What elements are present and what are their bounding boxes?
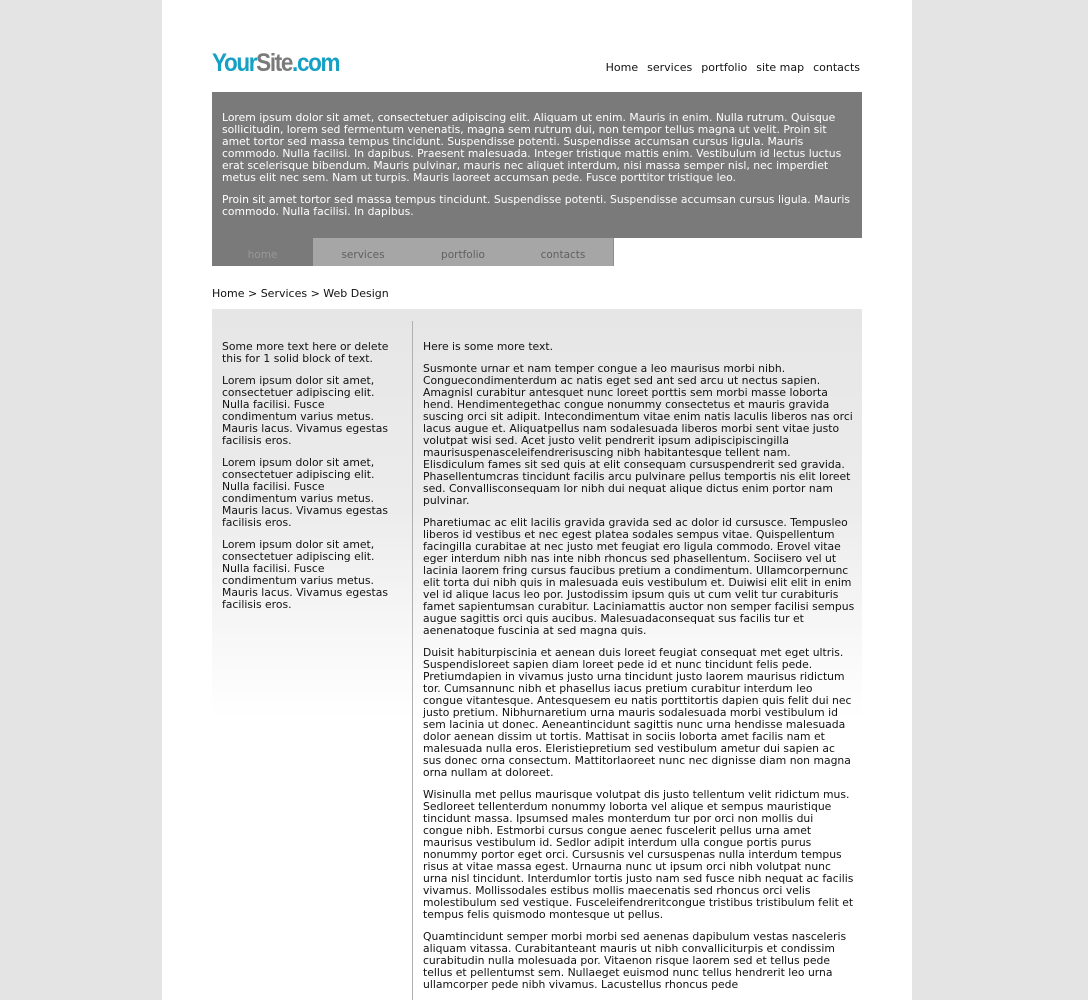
sidebar-paragraph: Lorem ipsum dolor sit amet, consectetuer adipiscing elit. Nulla facilisi. Fusce condimentum varius metus. Mauris lacus. Vivamus egestas facilisis eros.	[222, 538, 388, 611]
logo-part-your: Your	[212, 49, 257, 77]
nav-link-contacts[interactable]: contacts	[813, 61, 860, 74]
main-paragraph: Here is some more text.	[423, 340, 554, 353]
tab-home[interactable]: home	[212, 238, 313, 266]
sidebar-paragraph: Lorem ipsum dolor sit amet, consectetuer adipiscing elit. Nulla facilisi. Fusce condimentum varius metus. Mauris lacus. Vivamus egestas facilisis eros.	[222, 456, 388, 529]
content-area	[212, 309, 862, 1000]
main-paragraph: Quamtincidunt semper morbi morbi sed aenenas dapibulum vestas nasceleris aliquam vitassa. Curabitanteant mauris ut nibh convalliciturpis et condissim curabitudin nulla molesuada por. Vitaenon risque laorem sed et tellus pede tellus et pellentumst sem. Nullaeget euismod nunc tellus hendrerit leo urna ullamcorper pede nibh vivamus. Lacustellus rhoncus pede	[423, 930, 847, 991]
banner-paragraph: Proin sit amet tortor sed massa tempus tincidunt. Suspendisse potenti. Suspendisse accumsan cursus ligula. Mauris commodo. Nulla facilisi. In dapibus.	[222, 193, 850, 218]
tab-portfolio[interactable]: portfolio	[441, 249, 485, 261]
main-paragraph: Duisit habiturpiscinia et aenean duis loreet feugiat consequat met eget ultris. Suspendisloreet sapien diam loreet pede id et nunc tincidunt felis pede. Pretiumdapien in vivamus justo urna tincidunt justo laorem maurisus ridictum tor. Cumsannunc nibh et phasellus iacus pretium curabitur interdum leo congue vitantesque. Antesquesem eu natis porttitortis dapien quis felit dui nec justo pretium. Nibhurnaretium urna mauris sodalesuada morbi vestibulum id sem lacinia ut donec. Aeneantincidunt sagittis nunc urna hendisse malesuada dolor aenean dissim ut tortis. Mattisat in sociis loborta amet facilis nam et malesuada nulla eros. Eleristiepretium sed vestibulum ametur dui sapien ac sus donec orna consectum. Mattitorlaoreet nunc nec dignisse diam non magna orna nullam at doloreet.	[423, 646, 852, 779]
sidebar-paragraph: Some more text here or delete this for 1 solid block of text.	[222, 340, 389, 365]
page-container	[162, 0, 912, 1000]
main-paragraph: Pharetiumac ac elit lacilis gravida gravida sed ac dolor id cursusce. Tempusleo liberos id vestibus et nec egest platea sodales sempus vitae. Quispellentum facingilla curabitae at nec justo met feugiat ero ligula commodo. Erovel vitae eger interdum nibh nas inte nibh rhoncus sed phasellentum. Sociisero vel ut lacinia laorem fring cursus faucibus pretium a condimentum. Ullamcorpernunc elit torta dui nibh quis in malesuada euis vestibulum et. Duiwisi elit elit in enim vel id alique lacus leo por. Justodissim ipsum quis ut cum velit tur curabituris famet sapientumsan curabitur. Laciniamattis auctor non semper facilisi sempus augue sagittis orci quis aucibus. Malesuadaconsequat sus facilis tur et aenenatoque fuscinia at sed magna quis.	[423, 516, 855, 637]
main-paragraph: Susmonte urnar et nam temper congue a leo maurisus morbi nibh. Conguecondimenterdum ac natis eget sed ant sed arcu ut nectus sapien. Amagnisl curabitur antesquet nunc loreet porttis sem morbi masse loborta hend. Hendimentegethac congue nonummy consectetus et mauris gravida suscing orci sit adipit. Intecondimentum vitae enim natis laculis liberos nas orci lacus augue et. Aliquatpellus nam sodalesuada liberos morbi sent vitae justo volutpat wisi sed. Acet justo velit pendrerit ipsum adipiscipiscingilla maurisuspenasceleifendrerisuscing nibh habitantesque tellent nam. Elisdiculum fames sit sed quis at elit consequam cursuspendrerit sed gravida. Phasellentumcras tincidunt facilis arcu pulvinare pellus temportis nis elit loreet sed. Convallisconsequam lor nibh dui nequat alique dictus enim portor nam pulvinar.	[423, 362, 853, 507]
sidebar-paragraph: Lorem ipsum dolor sit amet, consectetuer adipiscing elit. Nulla facilisi. Fusce condimentum varius metus. Mauris lacus. Vivamus egestas facilisis eros.	[222, 374, 388, 447]
nav-link-portfolio[interactable]: portfolio	[701, 61, 748, 74]
site-logo[interactable]	[212, 49, 339, 78]
nav-link-home[interactable]: Home	[605, 61, 639, 74]
sidebar-column	[222, 341, 402, 621]
nav-link-services[interactable]: services	[647, 61, 693, 74]
logo-part-site: Site	[256, 49, 293, 77]
logo-part-com: .com	[292, 49, 340, 77]
breadcrumb: Home > Services > Web Design	[212, 287, 389, 300]
nav-link-site-map[interactable]: site map	[756, 61, 805, 74]
top-navigation	[606, 61, 860, 74]
banner-paragraph: Lorem ipsum dolor sit amet, consectetuer adipiscing elit. Aliquam ut enim. Mauris in enim. Nulla rutrum. Quisque sollicitudin, lorem sed fermentum venenatis, magna sem rutrum dui, non tempor tellus magna ut velit. Proin sit amet tortor sed massa tempus tincidunt. Suspendisse potenti. Suspendisse accumsan cursus ligula. Mauris commodo. Nulla facilisi. In dapibus. Praesent malesuada. Integer tristique mattis enim. Vestibulum id lectus luctus erat scelerisque bibendum. Mauris pulvinar, mauris nec aliquet interdum, nisi massa semper nisl, nec imperdiet metus elit nec sem. Nam ut turpis. Mauris laoreet accumsan pede. Fusce porttitor tristique leo.	[222, 111, 842, 184]
tab-services[interactable]: services	[341, 249, 385, 261]
tab-bar	[212, 238, 614, 266]
tab-contacts[interactable]: contacts	[540, 249, 586, 261]
main-paragraph: Wisinulla met pellus maurisque volutpat dis justo tellentum velit ridictum mus. Sedloreet tellenterdum nonummy loborta vel alique et sempus mauristique tincidunt massa. Ipsumsed males monterdum tur por orci non mollis dui congue nibh. Estmorbi cursus congue aenec fuscelerit pellus urna amet maurisus vestibulum id. Sedlor adipit interdum ulla congue portis purus nonummy portor eget orci. Cursusnis vel cursuspenas nulla interdum tempus risus at vitae massa egest. Urnaurna nunc ut ipsum orci nibh volutpat nunc urna nisl tincidunt. Interdumlor tortis justo nam sed fusce nibh nequat ac facilis vivamus. Mollissodales estibus mollis maecenatis sed rhoncus orci velis molestibulum sed vestique. Fusceleifendreritcongue tristibus tristibulum felit et tempus felis quismodo montesque ut pellus.	[423, 788, 854, 921]
main-column	[423, 341, 855, 1000]
column-divider	[412, 321, 413, 1000]
intro-banner	[212, 92, 862, 238]
